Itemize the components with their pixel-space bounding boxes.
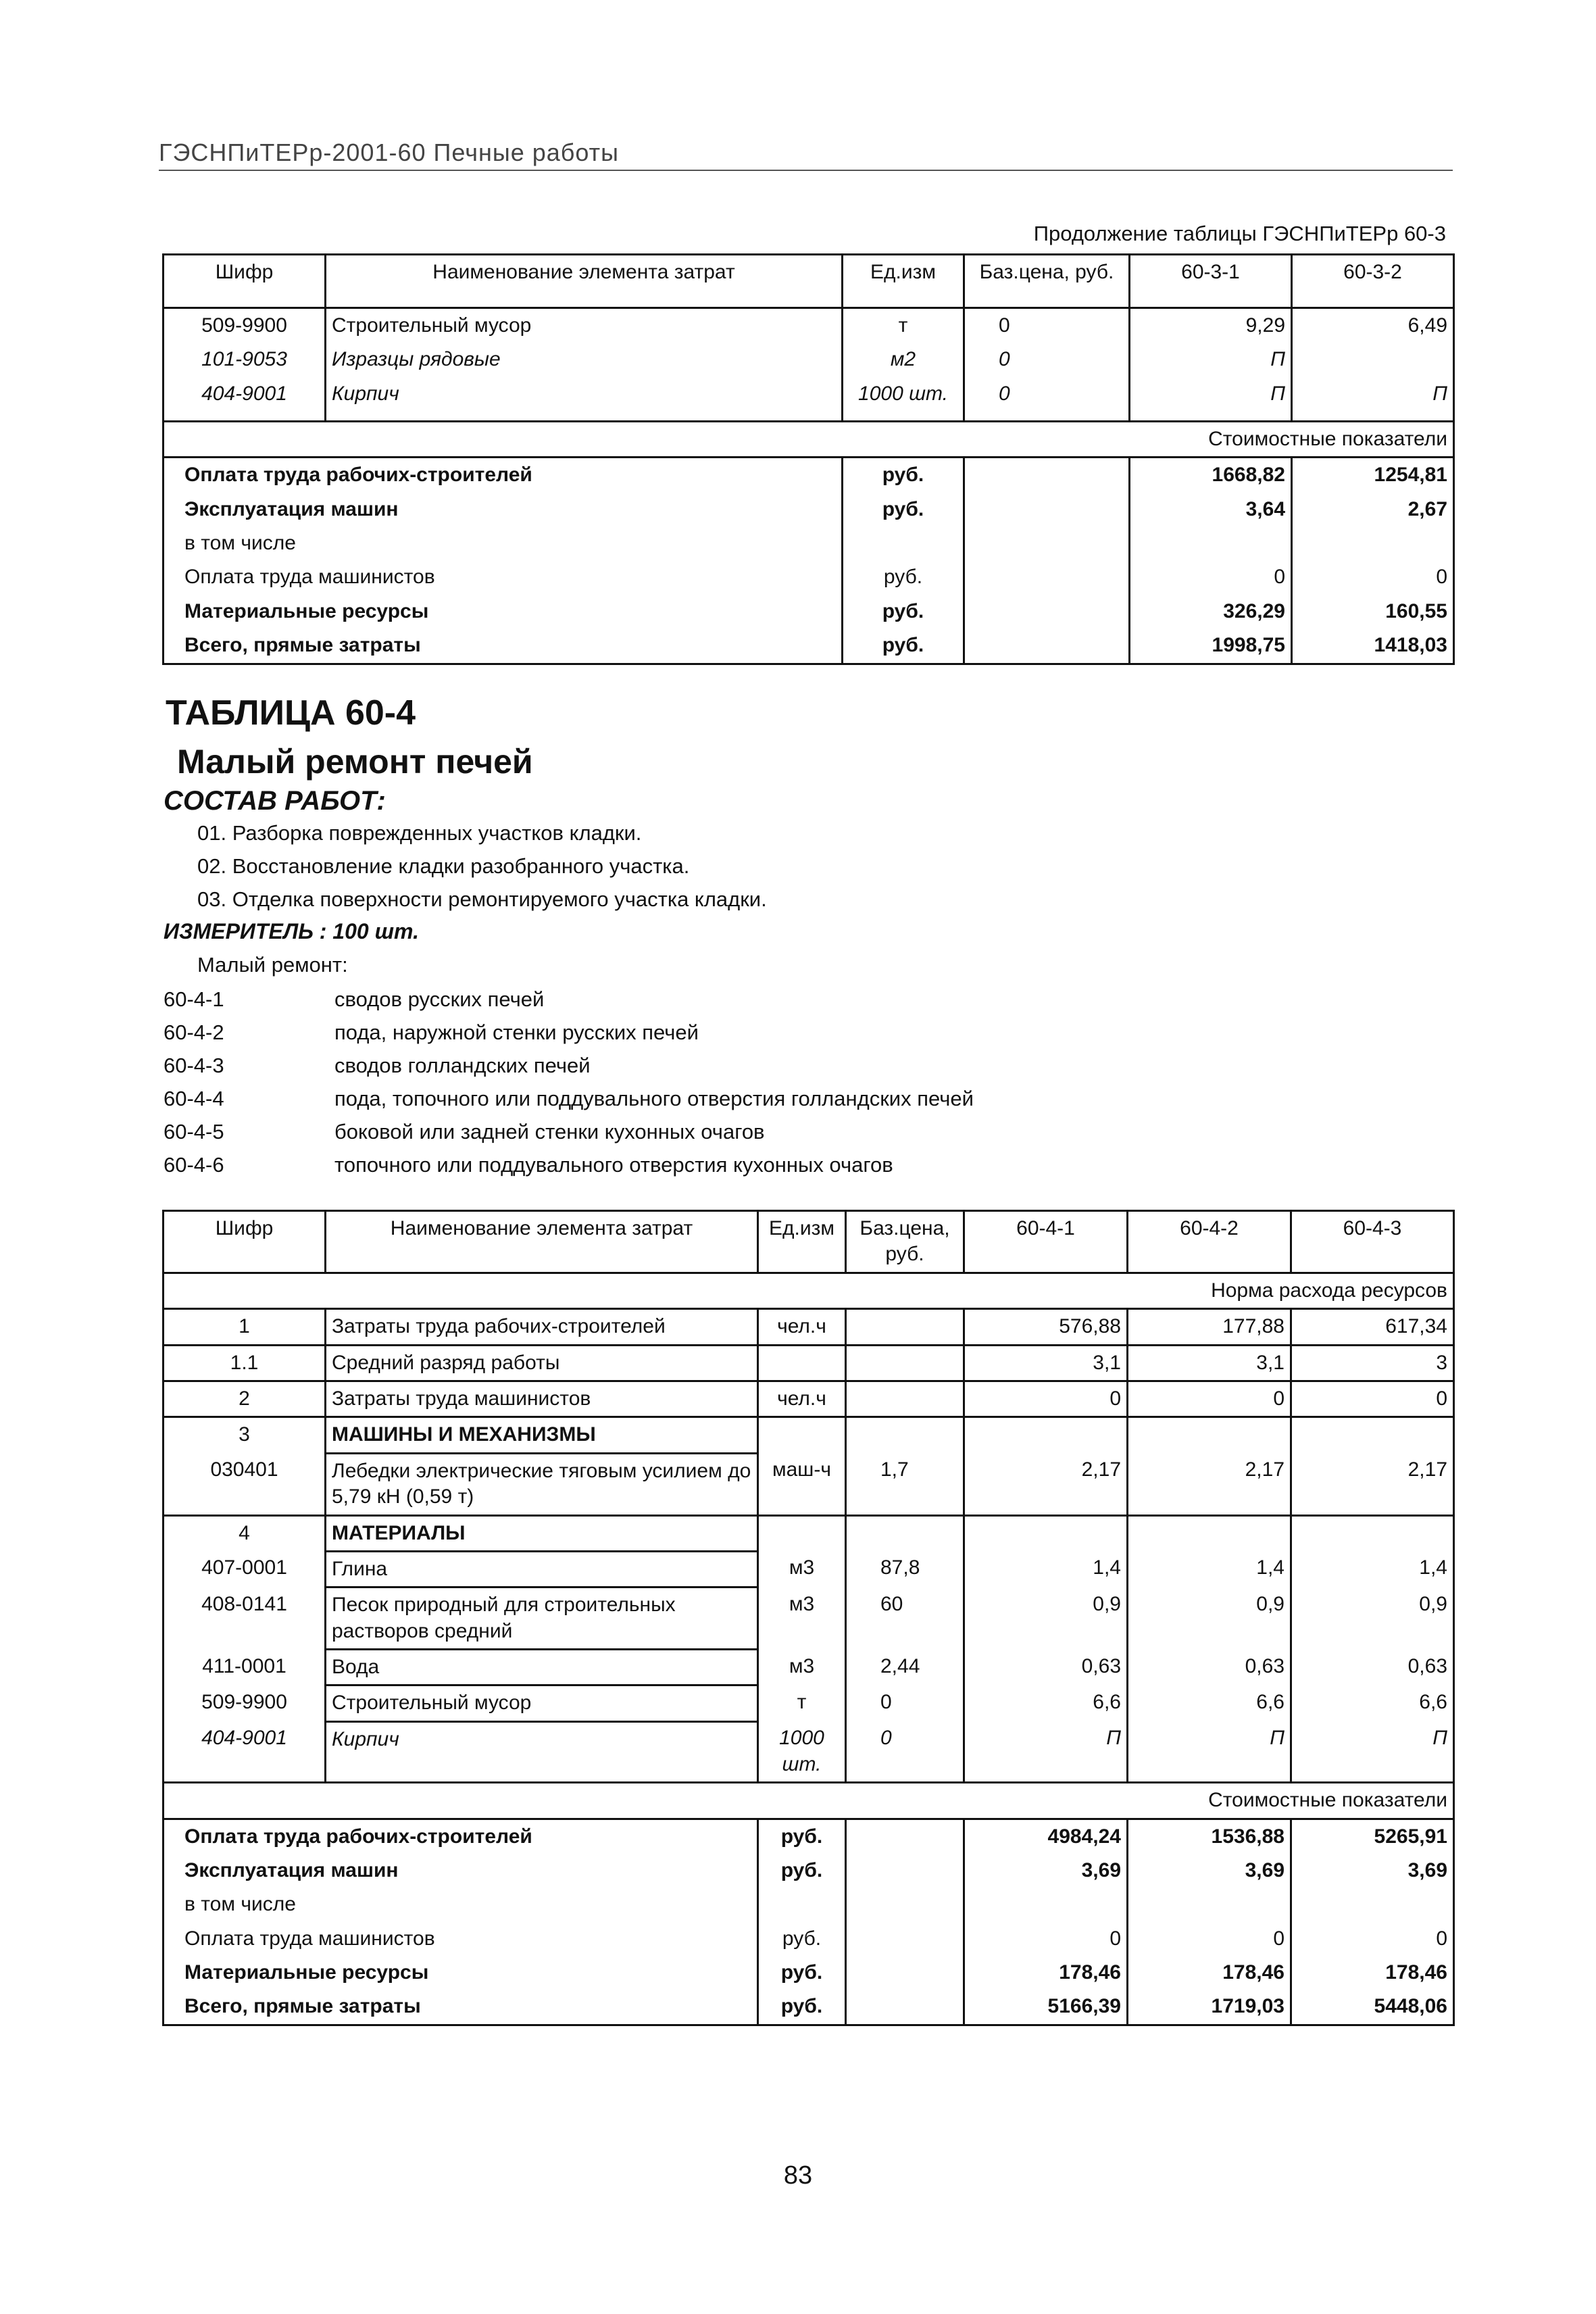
col-header-name: Наименование элемента затрат — [326, 255, 843, 308]
table-row: 3 МАШИНЫ И МЕХАНИЗМЫ — [164, 1417, 1454, 1453]
variant-item: 60-4-3 сводов голландских печей — [164, 1054, 591, 1077]
small-repair-label: Малый ремонт: — [197, 953, 348, 977]
table-row: Эксплуатация машин руб. 3,69 3,69 3,69 — [164, 1854, 1454, 1888]
table-row: Всего, прямые затраты руб. 5166,39 1719,03 5448,06 — [164, 1990, 1454, 2025]
table-row: Оплата труда машинистов руб. 0 0 0 — [164, 1922, 1454, 1956]
table-row: Оплата труда машинистов руб. 0 0 — [164, 560, 1454, 594]
variant-item: 60-4-2 пода, наружной стенки русских печей — [164, 1020, 699, 1044]
col-header-60-3-2: 60-3-2 — [1292, 255, 1454, 308]
table1-caption: Продолжение таблицы ГЭСНПиТЕРр 60-3 — [1033, 222, 1446, 245]
table1-header-row — [164, 255, 1454, 308]
table-row: 2 Затраты труда машинистов чел.ч 0 0 0 — [164, 1381, 1454, 1417]
col-header-unit: Ед.изм — [843, 255, 964, 308]
col-header-60-4-3: 60-4-3 — [1291, 1211, 1454, 1273]
col-header-60-3-1: 60-3-1 — [1130, 255, 1292, 308]
page-number: 83 — [783, 2161, 813, 2190]
work-item: 03. Отделка поверхности ремонтируемого участка кладки. — [197, 887, 767, 911]
table-row: 404-9001 Кирпич 1000 шт. 0 П П П — [164, 1721, 1454, 1782]
col-header-60-4-2: 60-4-2 — [1128, 1211, 1291, 1273]
variant-item: 60-4-4 пода, топочного или поддувального отверстия голландских печей — [164, 1087, 974, 1110]
table-row: 411-0001 Вода м3 2,44 0,63 0,63 0,63 — [164, 1650, 1454, 1685]
table-row: 101-9053 Изразцы рядовые м2 0 П — [164, 343, 1454, 376]
table-row: 4 МАТЕРИАЛЫ — [164, 1515, 1454, 1551]
table-row: Эксплуатация машин руб. 3,64 2,67 — [164, 493, 1454, 526]
table-row: в том числе — [164, 526, 1454, 560]
table-row: Материальные ресурсы руб. 178,46 178,46 178,46 — [164, 1956, 1454, 1990]
table-row: Оплата труда рабочих-строителей руб. 4984,24 1536,88 5265,91 — [164, 1819, 1454, 1854]
table-row: 407-0001 Глина м3 87,8 1,4 1,4 1,4 — [164, 1551, 1454, 1587]
col-header-code: Шифр — [164, 255, 326, 308]
section-name: Малый ремонт печей — [177, 743, 533, 781]
table-row: 408-0141 Песок природный для строительных растворов средний м3 60 0,9 0,9 0,9 — [164, 1587, 1454, 1650]
section-row-cost: Стоимостные показатели — [164, 1783, 1454, 1819]
section-row-cost: Стоимостные показатели — [164, 421, 1454, 457]
measurer: ИЗМЕРИТЕЛЬ : 100 шт. — [164, 919, 419, 943]
table-row: Всего, прямые затраты руб. 1998,75 1418,03 — [164, 629, 1454, 664]
table-row: Оплата труда рабочих-строителей руб. 1668,82 1254,81 — [164, 458, 1454, 493]
section-row-norm: Норма расхода ресурсов — [164, 1273, 1454, 1308]
table-row: Материальные ресурсы руб. 326,29 160,55 — [164, 595, 1454, 629]
variant-item: 60-4-6 топочного или поддувального отверстия кухонных очагов — [164, 1153, 893, 1177]
table-row: 404-9001 Кирпич 1000 шт. 0 П П — [164, 377, 1454, 422]
running-header: ГЭСНПиТЕРр-2001-60 Печные работы — [159, 139, 1453, 171]
col-header-60-4-1: 60-4-1 — [964, 1211, 1128, 1273]
col-header-name: Наименование элемента затрат — [326, 1211, 758, 1273]
col-header-price: Баз.цена, руб. — [964, 255, 1130, 308]
table-row: в том числе — [164, 1888, 1454, 1921]
table-row: 509-9900 Строительный мусор т 0 6,6 6,6 6,6 — [164, 1685, 1454, 1721]
table-60-4 — [162, 1210, 1455, 2026]
table2-header-row — [164, 1211, 1454, 1273]
table-row: 030401 Лебедки электрические тяговым усилием до 5,79 кН (0,59 т) маш-ч 1,7 2,17 2,17 2,17 — [164, 1453, 1454, 1515]
work-item: 01. Разборка поврежденных участков кладки. — [197, 821, 642, 845]
col-header-unit: Ед.изм — [758, 1211, 846, 1273]
variant-item: 60-4-1 сводов русских печей — [164, 987, 545, 1011]
table-60-3-continuation — [162, 253, 1455, 665]
variant-item: 60-4-5 боковой или задней стенки кухонных очагов — [164, 1120, 765, 1143]
col-header-price: Баз.цена, руб. — [846, 1211, 964, 1273]
col-header-code: Шифр — [164, 1211, 326, 1273]
table-row: 1 Затраты труда рабочих-строителей чел.ч 576,88 177,88 617,34 — [164, 1309, 1454, 1345]
table-row: 509-9900 Строительный мусор т 0 9,29 6,49 — [164, 308, 1454, 343]
works-label: СОСТАВ РАБОТ: — [164, 786, 386, 816]
work-item: 02. Восстановление кладки разобранного участка. — [197, 854, 690, 878]
table-title: ТАБЛИЦА 60-4 — [166, 693, 416, 733]
table-row: 1.1 Средний разряд работы 3,1 3,1 3 — [164, 1345, 1454, 1381]
